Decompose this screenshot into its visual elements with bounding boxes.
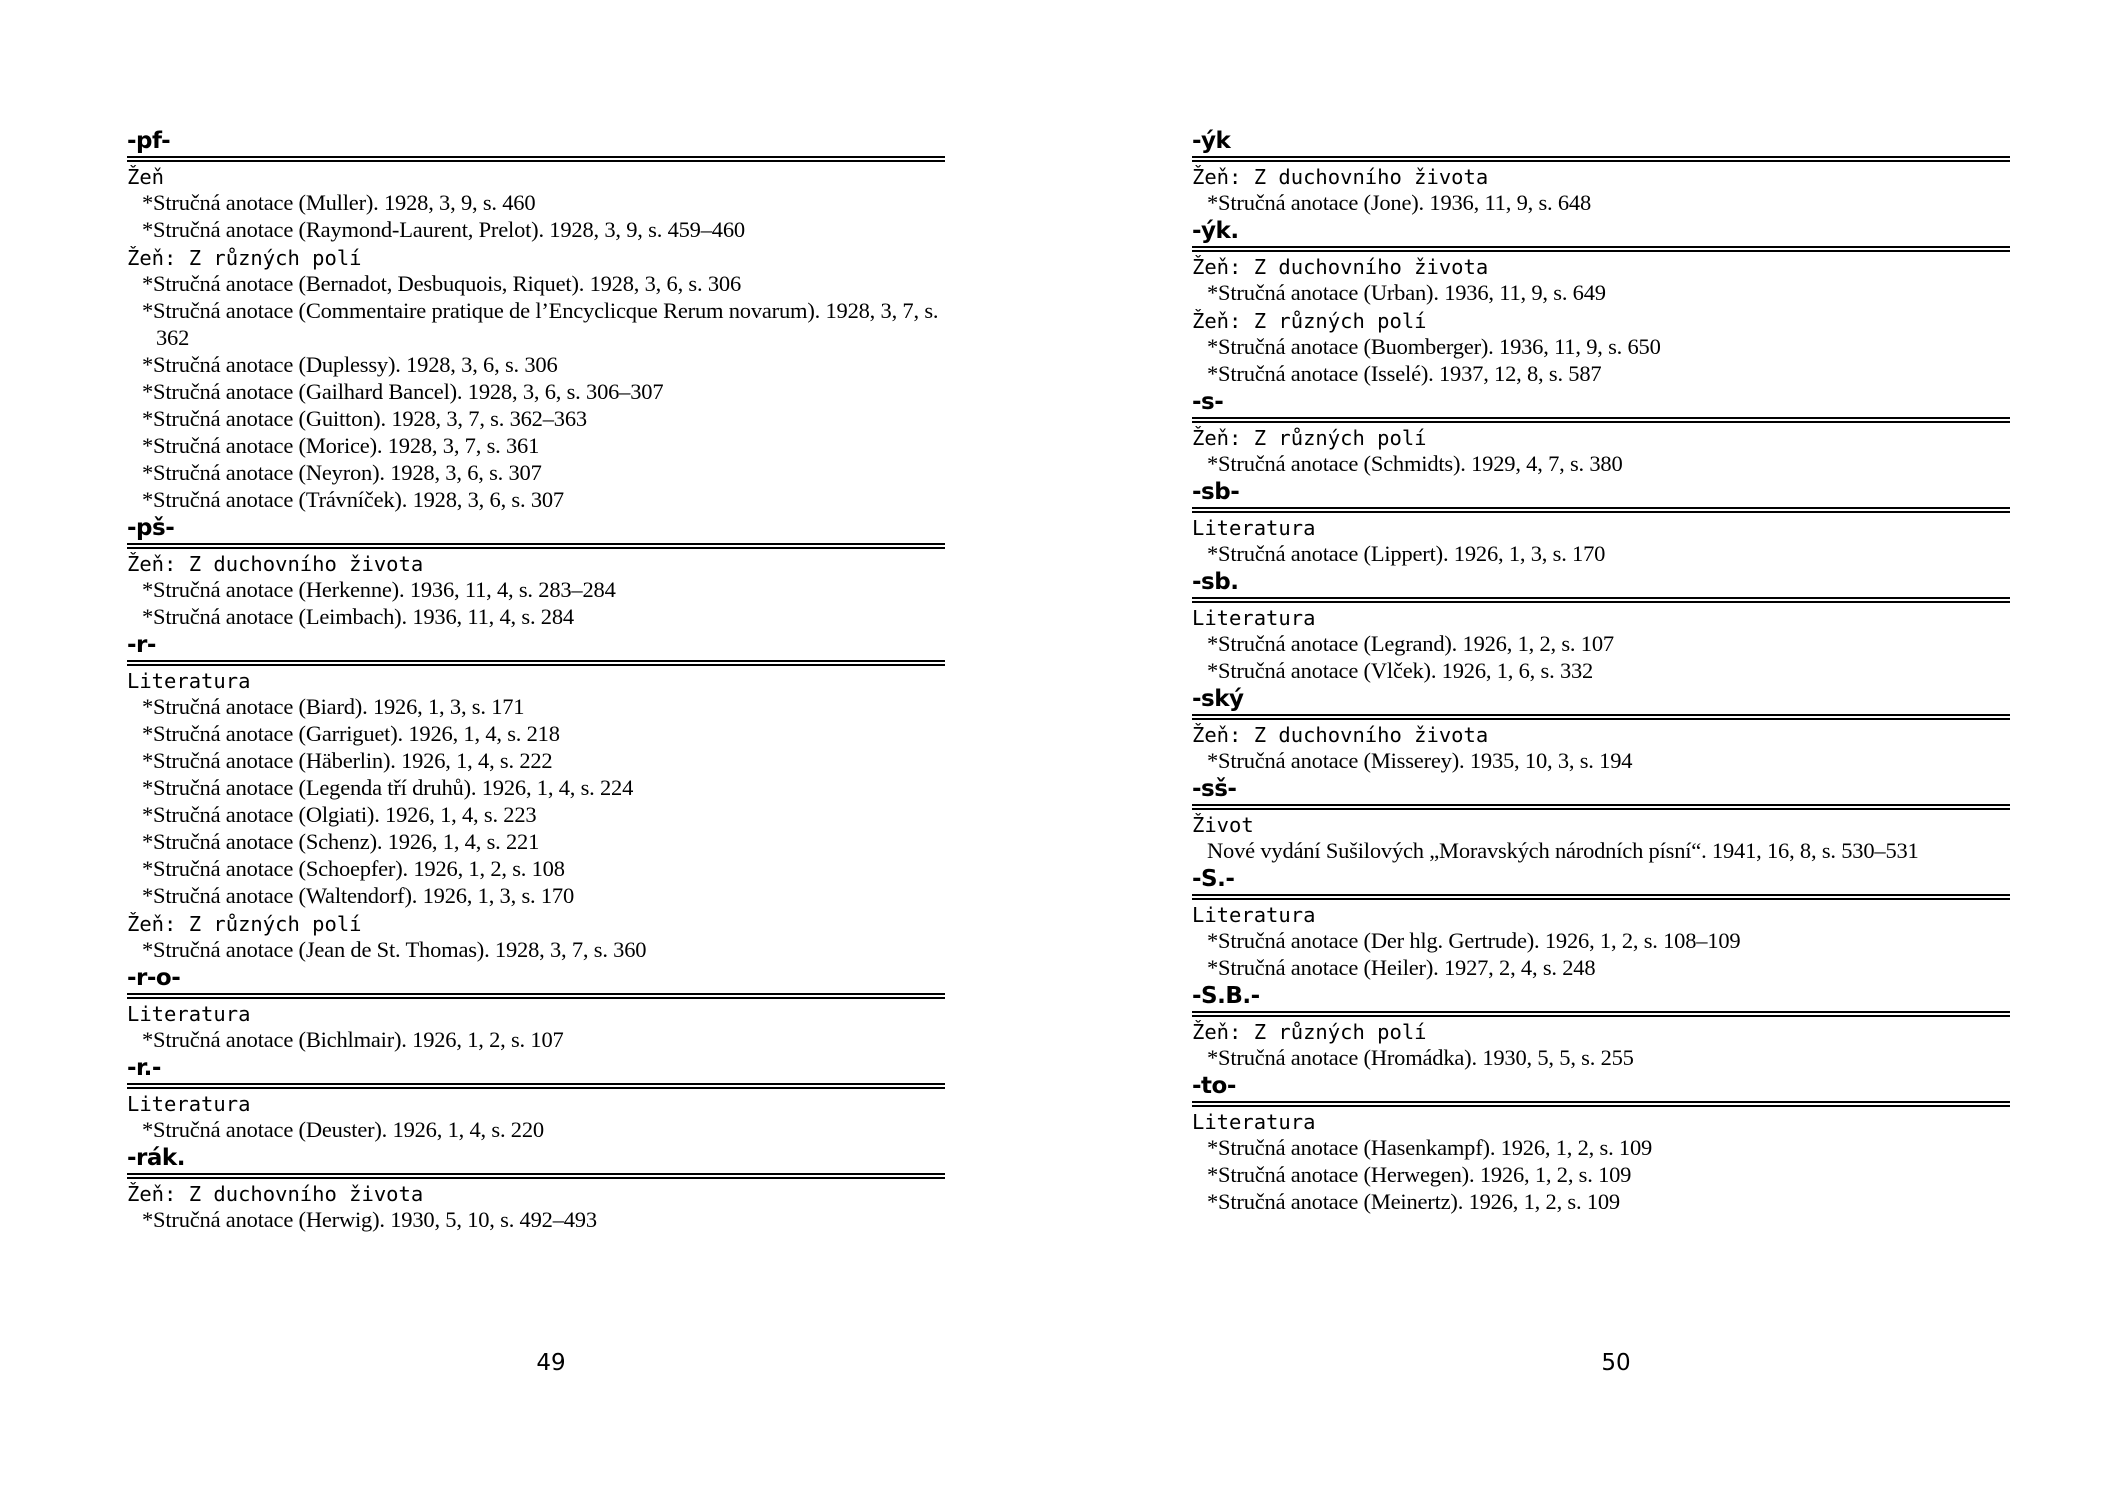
index-heading: -to- bbox=[1192, 1071, 2010, 1107]
index-entry: *Stručná anotace (Urban). 1936, 11, 9, s. 649 bbox=[1207, 280, 1606, 305]
index-entry: *Stručná anotace (Trávníček). 1928, 3, 6, s. 307 bbox=[142, 487, 564, 512]
index-heading: -rák. bbox=[127, 1143, 945, 1179]
source-title: Literatura bbox=[127, 669, 251, 693]
source-title: Literatura bbox=[1192, 903, 1316, 927]
index-heading: -ský bbox=[1192, 684, 2010, 720]
index-entry: *Stručná anotace (Neyron). 1928, 3, 6, s. 307 bbox=[142, 460, 542, 485]
index-entry: *Stručná anotace (Jean de St. Thomas). 1928, 3, 7, s. 360 bbox=[142, 937, 647, 962]
index-heading: -sb. bbox=[1192, 567, 2010, 603]
index-entry: *Stručná anotace (Schoepfer). 1926, 1, 2, s. 108 bbox=[142, 856, 565, 881]
source-title: Žeň: Z různých polí bbox=[127, 912, 362, 936]
index-entry: *Stručná anotace (Legrand). 1926, 1, 2, s. 107 bbox=[1207, 631, 1614, 656]
source-title: Žeň bbox=[127, 165, 165, 189]
index-entry: *Stručná anotace (Jone). 1936, 11, 9, s. 648 bbox=[1207, 190, 1592, 215]
index-entry: *Stručná anotace (Bichlmair). 1926, 1, 2, s. 107 bbox=[142, 1027, 564, 1052]
index-entry: *Stručná anotace (Commentaire pratique de l’Encyclicque Rerum novarum). 1928, 3, 7, s. 362 bbox=[142, 298, 939, 350]
index-entry: *Stručná anotace (Vlček). 1926, 1, 6, s. 332 bbox=[1207, 658, 1594, 683]
index-entry: *Stručná anotace (Isselé). 1937, 12, 8, s. 587 bbox=[1207, 361, 1602, 386]
index-entry: *Stručná anotace (Deuster). 1926, 1, 4, s. 220 bbox=[142, 1117, 544, 1142]
index-entry: *Stručná anotace (Meinertz). 1926, 1, 2, s. 109 bbox=[1207, 1189, 1620, 1214]
left-page bbox=[127, 126, 945, 1233]
index-entry: *Stručná anotace (Herwig). 1930, 5, 10, s. 492–493 bbox=[142, 1207, 597, 1232]
index-entry: *Stručná anotace (Waltendorf). 1926, 1, 3, s. 170 bbox=[142, 883, 575, 908]
index-heading: -S.- bbox=[1192, 864, 2010, 900]
source-title: Žeň: Z různých polí bbox=[1192, 309, 1427, 333]
index-heading: -pf- bbox=[127, 126, 945, 162]
source-title: Literatura bbox=[1192, 1110, 1316, 1134]
source-title: Literatura bbox=[1192, 606, 1316, 630]
index-entry: *Stručná anotace (Duplessy). 1928, 3, 6, s. 306 bbox=[142, 352, 558, 377]
source-title: Žeň: Z duchovního života bbox=[127, 1182, 424, 1206]
index-heading: -S.B.- bbox=[1192, 981, 2010, 1017]
index-entry: *Stručná anotace (Buomberger). 1936, 11, 9, s. 650 bbox=[1207, 334, 1661, 359]
index-entry: *Stručná anotace (Misserey). 1935, 10, 3, s. 194 bbox=[1207, 748, 1633, 773]
index-entry: *Stručná anotace (Muller). 1928, 3, 9, s. 460 bbox=[142, 190, 536, 215]
index-heading: -r- bbox=[127, 630, 945, 666]
index-heading: -r.- bbox=[127, 1053, 945, 1089]
index-entry: *Stručná anotace (Hromádka). 1930, 5, 5, s. 255 bbox=[1207, 1045, 1634, 1070]
source-title: Žeň: Z duchovního života bbox=[127, 552, 424, 576]
source-title: Žeň: Z duchovního života bbox=[1192, 723, 1489, 747]
index-entry: *Stručná anotace (Leimbach). 1936, 11, 4, s. 284 bbox=[142, 604, 574, 629]
index-entry: *Stručná anotace (Morice). 1928, 3, 7, s. 361 bbox=[142, 433, 540, 458]
source-title: Žeň: Z duchovního života bbox=[1192, 255, 1489, 279]
index-heading: -ýk. bbox=[1192, 216, 2010, 252]
index-heading: -sb- bbox=[1192, 477, 2010, 513]
right-page bbox=[1192, 126, 2010, 1215]
source-title: Život bbox=[1192, 813, 1254, 837]
page-number-left: 49 bbox=[536, 1350, 566, 1376]
source-title: Literatura bbox=[1192, 516, 1316, 540]
index-heading: -s- bbox=[1192, 387, 2010, 423]
index-entry: *Stručná anotace (Schenz). 1926, 1, 4, s. 221 bbox=[142, 829, 540, 854]
index-entry: *Stručná anotace (Legenda tří druhů). 1926, 1, 4, s. 224 bbox=[142, 775, 634, 800]
index-entry: *Stručná anotace (Hasenkampf). 1926, 1, 2, s. 109 bbox=[1207, 1135, 1653, 1160]
index-heading: -ýk bbox=[1192, 126, 2010, 162]
index-heading: -sš- bbox=[1192, 774, 2010, 810]
index-entry: *Stručná anotace (Biard). 1926, 1, 3, s. 171 bbox=[142, 694, 525, 719]
index-entry: *Stručná anotace (Bernadot, Desbuquois, Riquet). 1928, 3, 6, s. 306 bbox=[142, 271, 741, 296]
index-entry: Nové vydání Sušilových „Moravských národních písní“. 1941, 16, 8, s. 530–531 bbox=[1207, 838, 1919, 863]
index-entry: *Stručná anotace (Raymond-Laurent, Prelot). 1928, 3, 9, s. 459–460 bbox=[142, 217, 745, 242]
index-entry: *Stručná anotace (Gailhard Bancel). 1928, 3, 6, s. 306–307 bbox=[142, 379, 664, 404]
index-entry: *Stručná anotace (Herwegen). 1926, 1, 2, s. 109 bbox=[1207, 1162, 1632, 1187]
index-entry: *Stručná anotace (Olgiati). 1926, 1, 4, s. 223 bbox=[142, 802, 537, 827]
index-heading: -pš- bbox=[127, 513, 945, 549]
index-entry: *Stručná anotace (Lippert). 1926, 1, 3, s. 170 bbox=[1207, 541, 1606, 566]
index-entry: *Stručná anotace (Heiler). 1927, 2, 4, s. 248 bbox=[1207, 955, 1596, 980]
index-entry: *Stručná anotace (Guitton). 1928, 3, 7, s. 362–363 bbox=[142, 406, 587, 431]
index-entry: *Stručná anotace (Schmidts). 1929, 4, 7, s. 380 bbox=[1207, 451, 1623, 476]
source-title: Žeň: Z různých polí bbox=[127, 246, 362, 270]
source-title: Žeň: Z duchovního života bbox=[1192, 165, 1489, 189]
index-entry: *Stručná anotace (Garriguet). 1926, 1, 4, s. 218 bbox=[142, 721, 560, 746]
page-number-right: 50 bbox=[1601, 1350, 1631, 1376]
index-entry: *Stručná anotace (Der hlg. Gertrude). 1926, 1, 2, s. 108–109 bbox=[1207, 928, 1741, 953]
source-title: Literatura bbox=[127, 1002, 251, 1026]
source-title: Žeň: Z různých polí bbox=[1192, 426, 1427, 450]
index-heading: -r-o- bbox=[127, 963, 945, 999]
index-entry: *Stručná anotace (Herkenne). 1936, 11, 4, s. 283–284 bbox=[142, 577, 616, 602]
source-title: Literatura bbox=[127, 1092, 251, 1116]
source-title: Žeň: Z různých polí bbox=[1192, 1020, 1427, 1044]
index-entry: *Stručná anotace (Häberlin). 1926, 1, 4, s. 222 bbox=[142, 748, 553, 773]
